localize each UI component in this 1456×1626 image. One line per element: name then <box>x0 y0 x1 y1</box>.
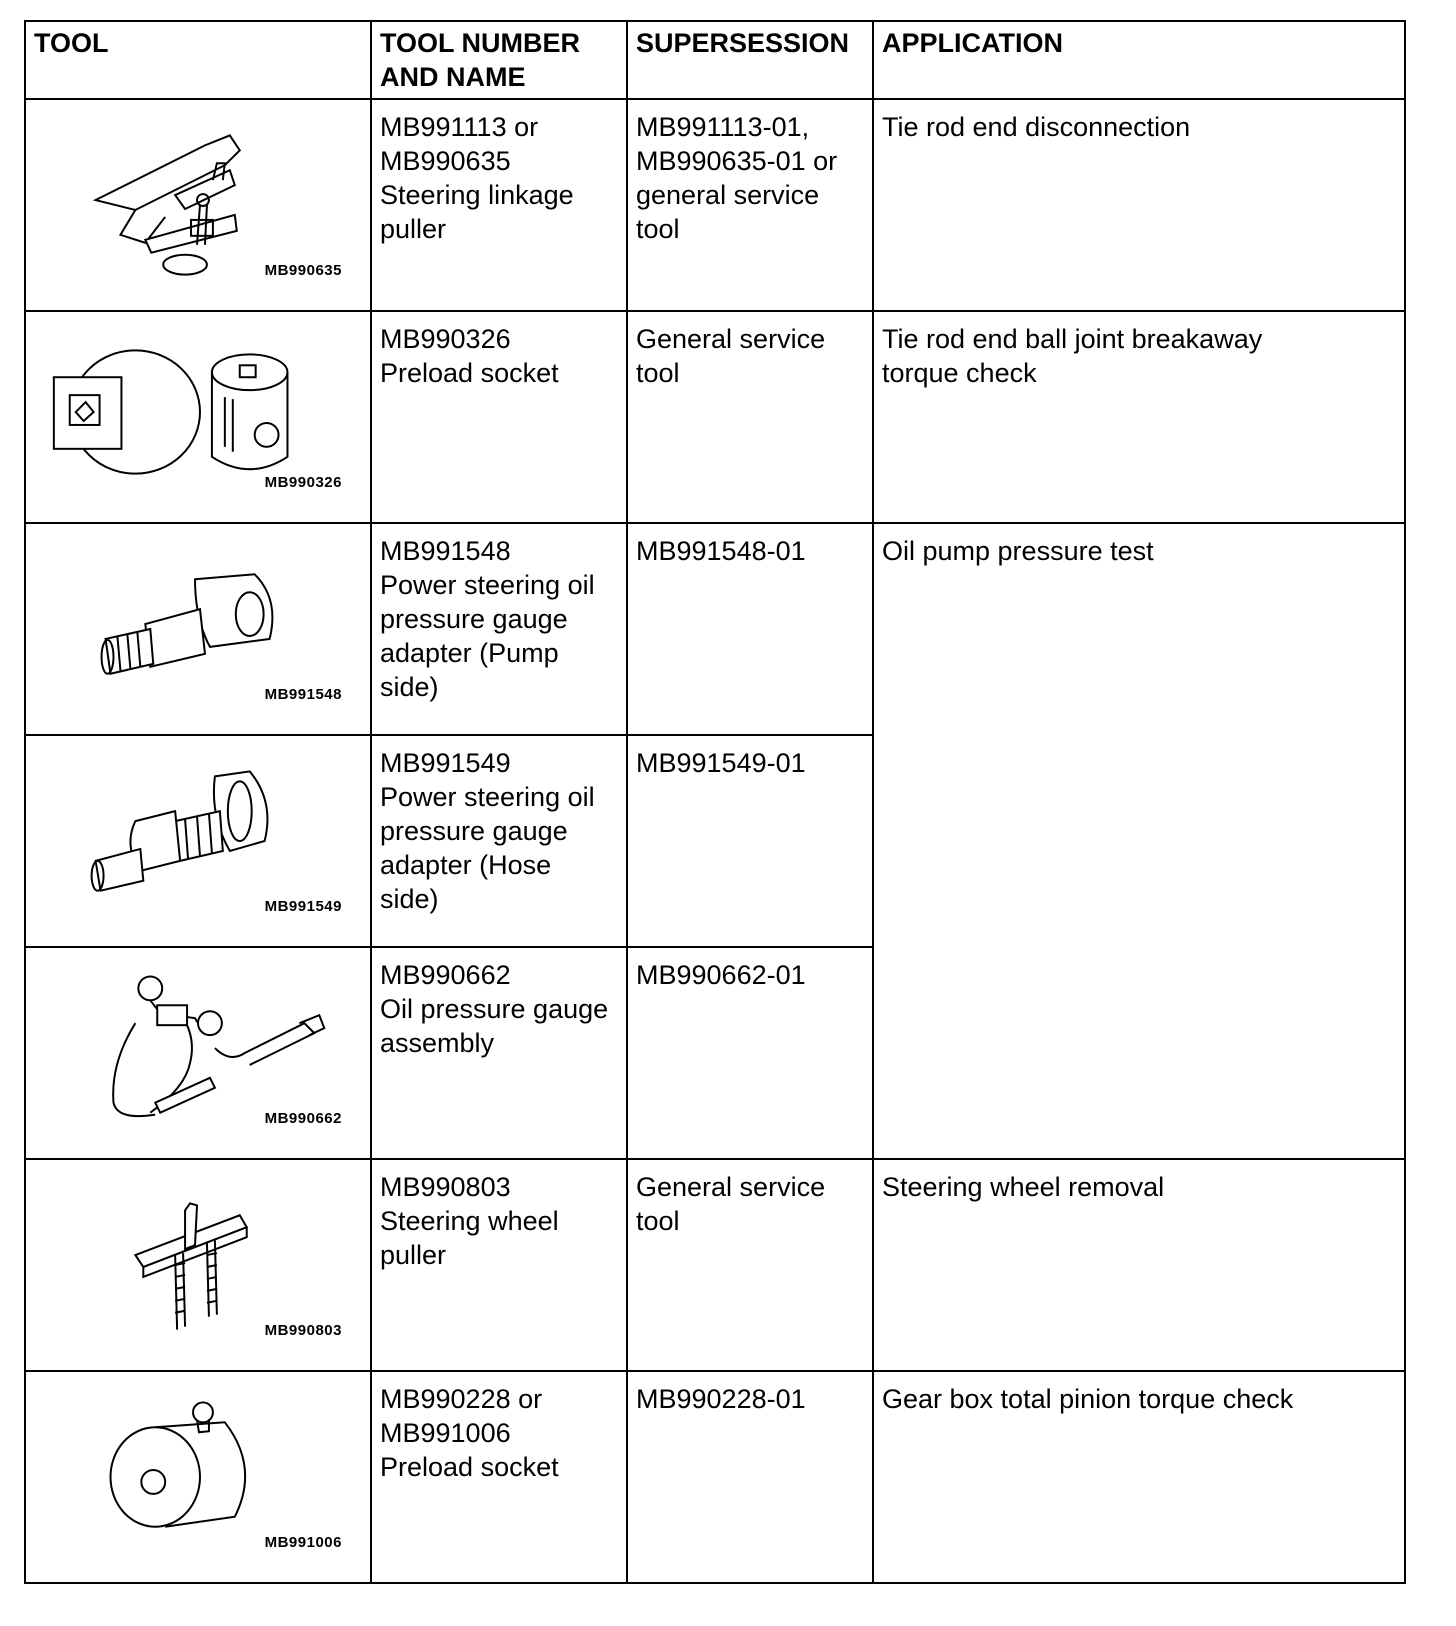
table-row <box>25 1159 1405 1371</box>
tool-illustration-cell <box>25 947 371 1159</box>
application-cell: Gear box total pinion torque check <box>873 1371 1405 1583</box>
supersession-cell: General service tool <box>627 311 873 523</box>
tool-illustration-cell <box>25 311 371 523</box>
tool-code-label: MB991548 <box>264 686 342 703</box>
table-row <box>25 311 1405 523</box>
header-tool: TOOL <box>25 21 371 99</box>
tool-number-name-cell: MB990326 Preload socket <box>371 311 627 523</box>
application-cell: Steering wheel removal <box>873 1159 1405 1371</box>
tool-number-name-cell: MB991548 Power steering oil pressure gauge adapter (Pump side) <box>371 523 627 735</box>
application-cell: Tie rod end disconnection <box>873 99 1405 311</box>
header-row <box>25 21 1405 99</box>
tool-illustration-cell <box>25 99 371 311</box>
tool-illustration-cell <box>25 1159 371 1371</box>
special-tools-table <box>24 20 1406 1584</box>
tool-code-label: MB990803 <box>264 1322 342 1339</box>
tool-number-name-cell: MB990662 Oil pressure gauge assembly <box>371 947 627 1159</box>
supersession-cell: MB990228-01 <box>627 1371 873 1583</box>
tool-code-label: MB990326 <box>264 474 342 491</box>
tool-number-name-cell: MB991113 or MB990635 Steering linkage puller <box>371 99 627 311</box>
tool-number-name-cell: MB991549 Power steering oil pressure gauge adapter (Hose side) <box>371 735 627 947</box>
tool-code-label: MB990662 <box>264 1110 342 1127</box>
tool-number-name-cell: MB990228 or MB991006 Preload socket <box>371 1371 627 1583</box>
tool-number-name-cell: MB990803 Steering wheel puller <box>371 1159 627 1371</box>
table-row <box>25 1371 1405 1583</box>
header-supersession: SUPERSESSION <box>627 21 873 99</box>
table-row <box>25 523 1405 735</box>
tool-illustration-cell <box>25 523 371 735</box>
tool-illustration-cell <box>25 1371 371 1583</box>
header-application: APPLICATION <box>873 21 1405 99</box>
table-row <box>25 99 1405 311</box>
supersession-cell: MB991549-01 <box>627 735 873 947</box>
tool-code-label: MB991006 <box>264 1534 342 1551</box>
supersession-cell: MB991548-01 <box>627 523 873 735</box>
application-cell: Tie rod end ball joint breakaway torque check <box>873 311 1405 523</box>
tool-code-label: MB991549 <box>264 898 342 915</box>
supersession-cell: MB991113-01, MB990635-01 or general service tool <box>627 99 873 311</box>
tool-illustration-cell <box>25 735 371 947</box>
supersession-cell: MB990662-01 <box>627 947 873 1159</box>
tool-code-label: MB990635 <box>264 262 342 279</box>
supersession-cell: General service tool <box>627 1159 873 1371</box>
application-cell: Oil pump pressure test <box>873 523 1405 1159</box>
header-tool-number-name: TOOL NUMBER AND NAME <box>371 21 627 99</box>
